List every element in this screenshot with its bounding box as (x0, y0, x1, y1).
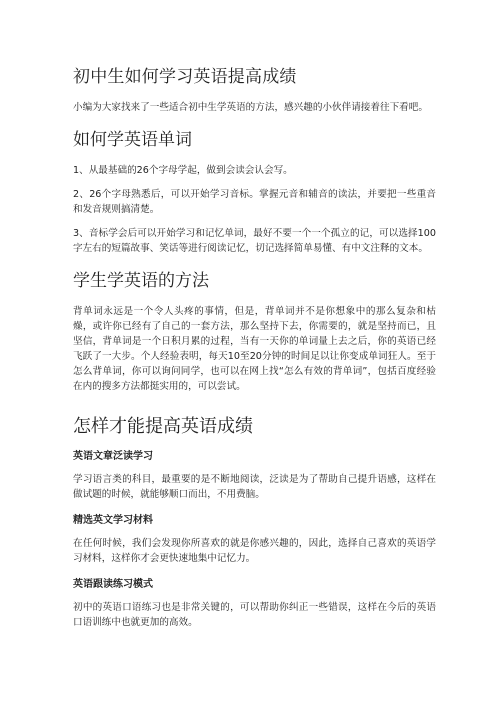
intro-paragraph: 小编为大家找来了一些适合初中生学英语的方法，感兴趣的小伙伴请接着往下看吧。 (73, 102, 428, 113)
subsection-text-extensive-reading: 学习语言类的科目，最重要的是不断地阅读，泛读是为了帮助自己提升语感，这样在做试题的时候，就能够顺口而出，不用费脑。 (73, 474, 436, 500)
vocabulary-item-1: 1、从最基础的26个字母学起，做到会读会认会写。 (73, 165, 293, 176)
methods-paragraph: 背单词永远是一个令人头疼的事情，但是，背单词并不是你想象中的那么复杂和枯燥，或许你已经有了自己的一套方法，那么坚持下去，你需要的，就是坚持而已，且坚信，背单词是一个日积月累的过程，当有一天你的单词量上去之后，你的英语已经飞跃了一大步。个人经验表明，每天10至20分钟的时间足以让你变成单词狂人。至于怎么背单词，你可以询问同学，也可以在网上找“怎么有效的背单词”，包括百度经验在内的搜多方法都挺实用的，可以尝试。 (73, 306, 436, 392)
subsection-title-extensive-reading: 英语文章泛读学习 (73, 451, 153, 462)
vocabulary-item-3: 3、音标学会后可以开始学习和记忆单词，最好不要一个一个孤立的记，可以选择100字左右的短篇故事、笑话等进行阅读记忆，切记选择简单易懂、有中文注释的文本。 (73, 228, 436, 254)
subsection-title-shadowing: 英语跟读练习模式 (73, 579, 153, 590)
page-title: 初中生如何学习英语提高成绩 (73, 67, 297, 87)
subsection-text-materials: 在任何时候，我们会发现你所喜欢的就是你感兴趣的，因此，选择自己喜欢的英语学习材料，这样你才会更快速地集中记忆力。 (73, 538, 436, 564)
subsection-title-materials: 精选英文学习材料 (73, 515, 153, 526)
subsection-text-shadowing: 初中的英语口语练习也是非常关键的，可以帮助你纠正一些错误，这样在今后的英语口语训练中也就更加的高效。 (73, 602, 436, 628)
vocabulary-item-2: 2、26个字母熟悉后，可以开始学习音标。掌握元音和辅音的读法，并要把一些重音和发音规则搞清楚。 (73, 189, 436, 215)
section-heading-methods: 学生学英语的方法 (73, 271, 209, 291)
section-heading-improve-scores: 怎样才能提高英语成绩 (73, 416, 253, 437)
section-heading-vocabulary: 如何学英语单词 (73, 130, 192, 150)
